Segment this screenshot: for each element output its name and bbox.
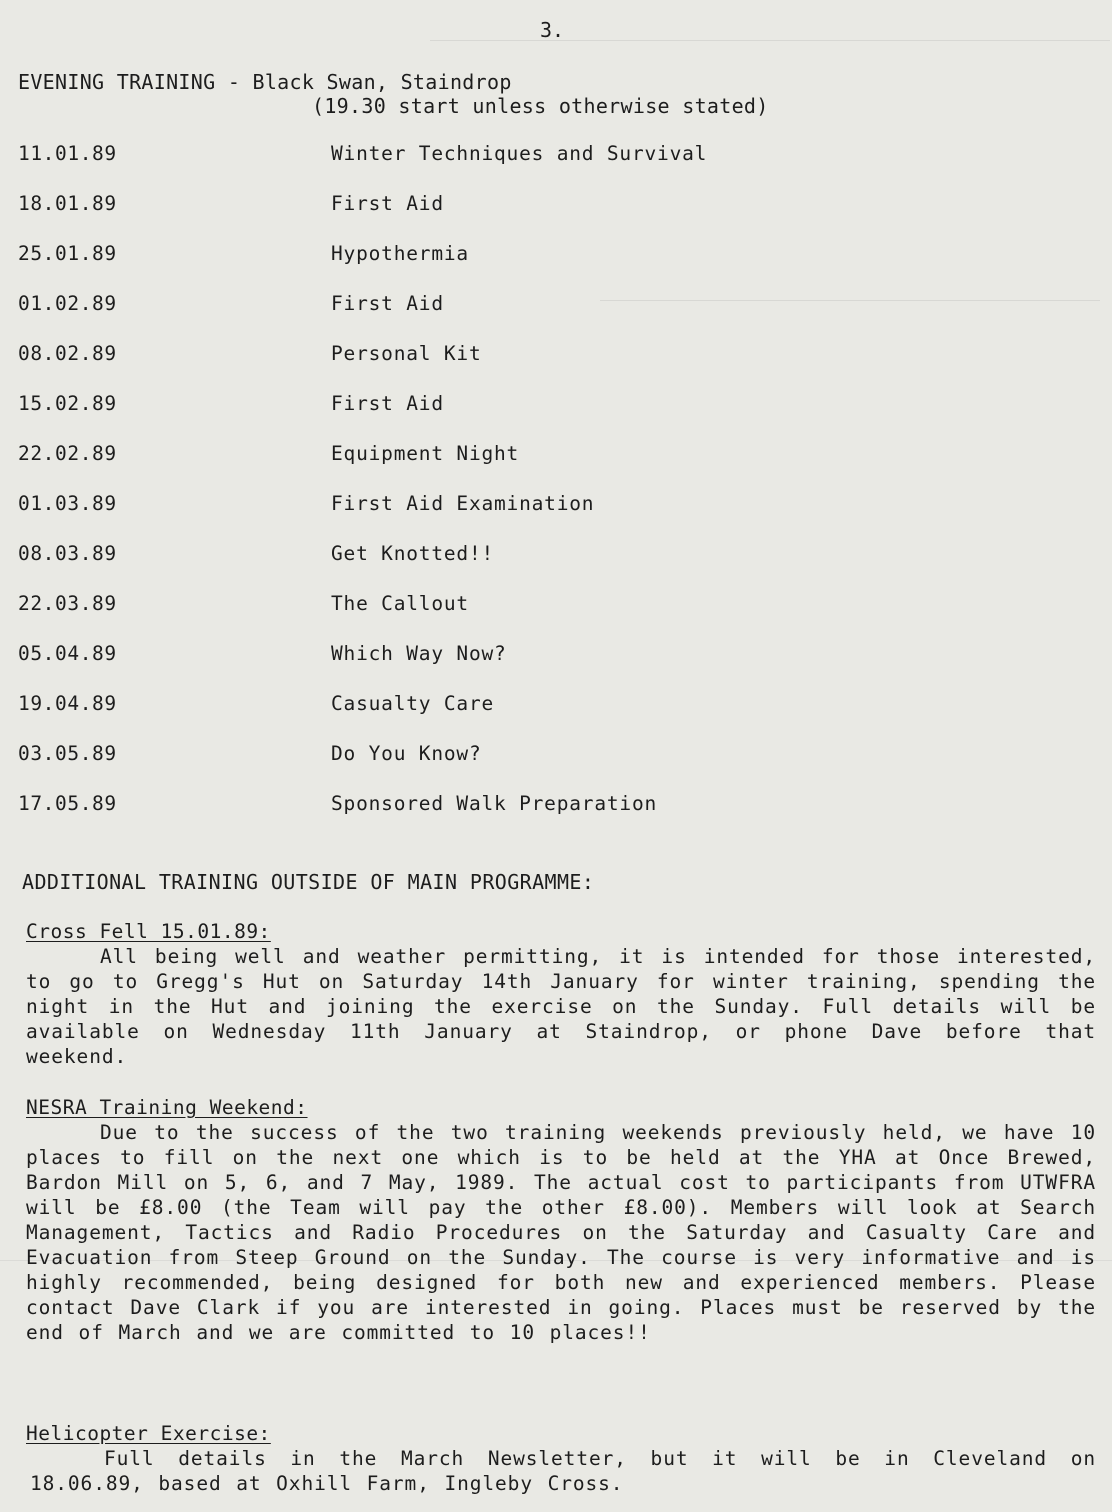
session-date: 22.03.89 — [18, 592, 117, 615]
schedule-row — [18, 692, 918, 742]
cross-fell-heading: Cross Fell 15.01.89: — [26, 920, 271, 943]
session-date: 17.05.89 — [18, 792, 117, 815]
session-topic: Hypothermia — [331, 242, 469, 265]
session-date: 18.01.89 — [18, 192, 117, 215]
evening-training-title: EVENING TRAINING — [18, 70, 216, 94]
session-topic: First Aid — [331, 292, 444, 315]
session-topic: Equipment Night — [331, 442, 520, 465]
page-number: 3. — [540, 18, 565, 42]
session-topic: The Callout — [331, 592, 469, 615]
helicopter-paragraph — [30, 1446, 1096, 1496]
schedule-row — [18, 542, 918, 592]
schedule-row — [18, 742, 918, 792]
helicopter-heading: Helicopter Exercise: — [26, 1422, 271, 1445]
helicopter-text: Full details in the March Newsletter, but it will be in Cleveland on 18.06.89, based at Oxhill Farm, Ingleby Cross. — [30, 1447, 1096, 1495]
session-date: 15.02.89 — [18, 392, 117, 415]
schedule-row — [18, 392, 918, 442]
session-topic: Sponsored Walk Preparation — [331, 792, 658, 815]
schedule-row — [18, 492, 918, 542]
schedule-row — [18, 442, 918, 492]
session-date: 11.01.89 — [18, 142, 117, 165]
session-date: 08.02.89 — [18, 342, 117, 365]
evening-training-heading — [18, 70, 512, 94]
schedule-row — [18, 642, 918, 692]
schedule-row — [18, 192, 918, 242]
schedule-row — [18, 342, 918, 392]
session-date: 01.03.89 — [18, 492, 117, 515]
nesra-paragraph — [26, 1120, 1096, 1345]
schedule-row — [18, 292, 918, 342]
session-topic: Personal Kit — [331, 342, 482, 365]
schedule-row — [18, 242, 918, 292]
start-time-note: (19.30 start unless otherwise stated) — [312, 94, 769, 118]
session-topic: Get Knotted!! — [331, 542, 495, 565]
evening-training-venue: - Black Swan, Staindrop — [227, 70, 512, 94]
session-topic: First Aid — [331, 392, 444, 415]
session-date: 22.02.89 — [18, 442, 117, 465]
session-topic: Winter Techniques and Survival — [331, 142, 708, 165]
schedule-row — [18, 592, 918, 642]
session-topic: First Aid — [331, 192, 444, 215]
cross-fell-paragraph — [26, 944, 1096, 1069]
nesra-heading: NESRA Training Weekend: — [26, 1096, 308, 1119]
cross-fell-text: All being well and weather permitting, it is intended for those interested, to go to Gregg's Hut on Saturday 14th January for winter training, spending the night in the Hut and joining the exercise on the Sunday. Full details will be available on Wednesday 11th January at Staindrop, or phone Dave before that weekend. — [26, 945, 1096, 1068]
session-topic: Which Way Now? — [331, 642, 507, 665]
training-schedule — [18, 142, 918, 842]
session-date: 19.04.89 — [18, 692, 117, 715]
schedule-row — [18, 792, 918, 842]
schedule-row — [18, 142, 918, 192]
nesra-text: Due to the success of the two training weekends previously held, we have 10 places to fill on the next one which is to be held at the YHA at Once Brewed, Bardon Mill on 5, 6, and 7 May, 1989. The actual cost to participants from UTWFRA will be £8.00 (the Team will pay the other £8.00). Members will look at Search Management, Tactics and Radio Procedures on the Saturday and Casualty Care and Evacuation from Steep Ground on the Sunday. The course is very informative and is highly recommended, being designed for both new and experienced members. Please contact Dave Clark if you are interested in going. Places must be reserved by the end of March and we are committed to 10 places!! — [26, 1121, 1096, 1344]
session-topic: Casualty Care — [331, 692, 495, 715]
session-date: 01.02.89 — [18, 292, 117, 315]
session-date: 05.04.89 — [18, 642, 117, 665]
session-topic: First Aid Examination — [331, 492, 595, 515]
session-date: 08.03.89 — [18, 542, 117, 565]
session-date: 25.01.89 — [18, 242, 117, 265]
additional-training-heading: ADDITIONAL TRAINING OUTSIDE OF MAIN PROGRAMME: — [22, 870, 595, 894]
session-topic: Do You Know? — [331, 742, 482, 765]
session-date: 03.05.89 — [18, 742, 117, 765]
